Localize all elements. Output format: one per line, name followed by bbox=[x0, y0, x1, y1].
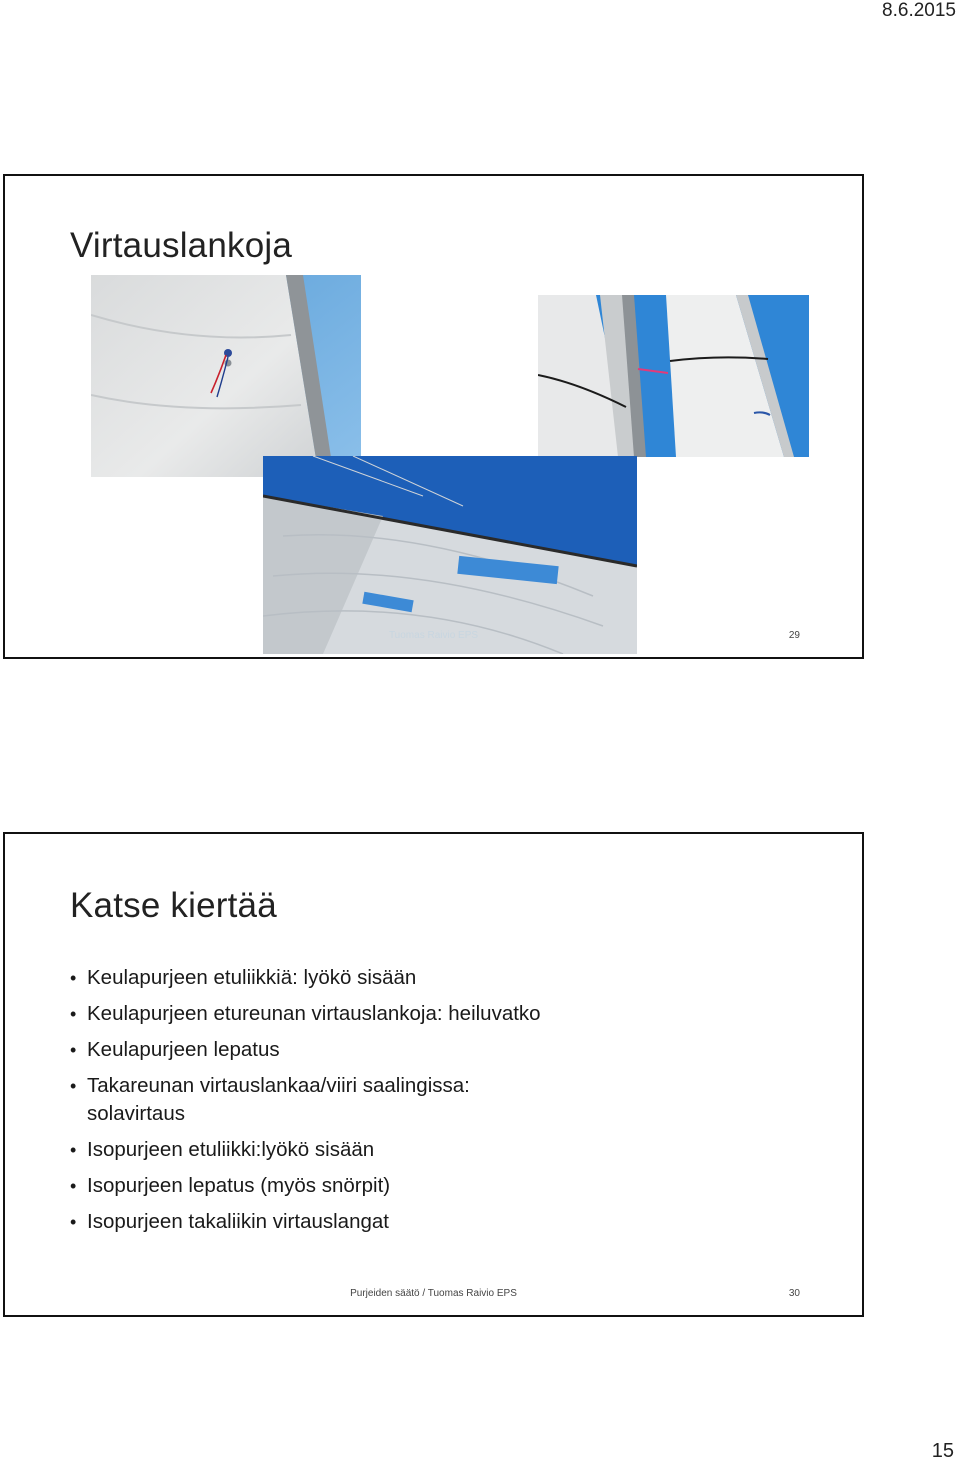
photo-mast-and-sails bbox=[538, 295, 809, 457]
list-item: • Keulapurjeen etuliikkiä: lyökö sisään bbox=[70, 964, 550, 992]
slide-title: Katse kiertää bbox=[70, 886, 277, 925]
page-number: 15 bbox=[931, 1440, 954, 1462]
slide-30 bbox=[3, 832, 864, 1317]
slide-29 bbox=[3, 174, 864, 659]
slide-number: 29 bbox=[788, 630, 800, 641]
slide-number: 30 bbox=[788, 1288, 800, 1299]
slide-footer: Tuomas Raivio EPS bbox=[388, 630, 479, 641]
page-date: 8.6.2015 bbox=[882, 0, 956, 21]
list-item: • Takareunan virtauslankaa/viiri saalingissa: solavirtaus bbox=[70, 1072, 550, 1128]
photo-sail-from-below bbox=[263, 456, 637, 654]
list-item: • Isopurjeen lepatus (myös snörpit) bbox=[70, 1172, 550, 1200]
list-item: • Isopurjeen takaliikin virtauslangat bbox=[70, 1208, 550, 1236]
slide-title: Virtauslankoja bbox=[70, 226, 293, 265]
list-item: • Keulapurjeen lepatus bbox=[70, 1036, 550, 1064]
slide-footer: Purjeiden säätö / Tuomas Raivio EPS bbox=[350, 1288, 517, 1299]
photo-sail-telltale-closeup bbox=[91, 275, 361, 477]
list-item: • Keulapurjeen etureunan virtauslankoja: heiluvatko bbox=[70, 1000, 550, 1028]
list-item: • Isopurjeen etuliikki:lyökö sisään bbox=[70, 1136, 550, 1164]
bullet-list bbox=[70, 964, 550, 1244]
